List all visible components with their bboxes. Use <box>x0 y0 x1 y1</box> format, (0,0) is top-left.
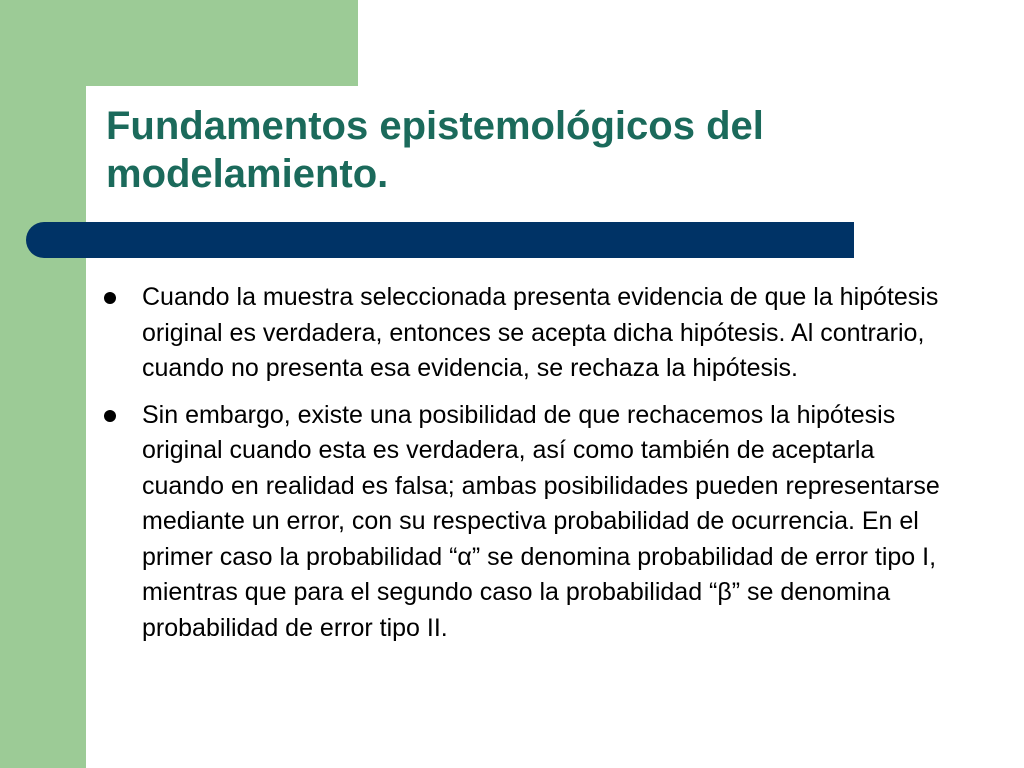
bullet-item <box>104 398 954 647</box>
left-green-bar <box>0 0 86 768</box>
bullet-item <box>104 280 954 387</box>
slide-title: Fundamentos epistemológicos del modelamiento. <box>106 104 764 196</box>
bullet-dot-icon <box>104 292 116 304</box>
bullet-dot-icon <box>104 410 116 422</box>
bullet-list <box>104 280 954 657</box>
title-underline-bar <box>26 222 854 258</box>
bullet-text: Cuando la muestra seleccionada presenta evidencia de que la hipótesis original es verdadera, entonces se acepta dicha hipótesis. Al contrario, cuando no presenta esa evidencia, se rechaza la hipótesis. <box>142 283 939 382</box>
top-green-block <box>0 0 358 86</box>
bullet-text: Sin embargo, existe una posibilidad de que rechacemos la hipótesis original cuando esta es verdadera, así como también de aceptarla cuando en realidad es falsa; ambas posibilidades pueden representarse mediante un error, con su respectiva probabilidad de ocurrencia. En el primer caso la probabilidad “α” se denomina probabilidad de error tipo I, mientras que para el segundo caso la probabilidad “β” se denomina probabilidad de error tipo II. <box>142 400 940 642</box>
